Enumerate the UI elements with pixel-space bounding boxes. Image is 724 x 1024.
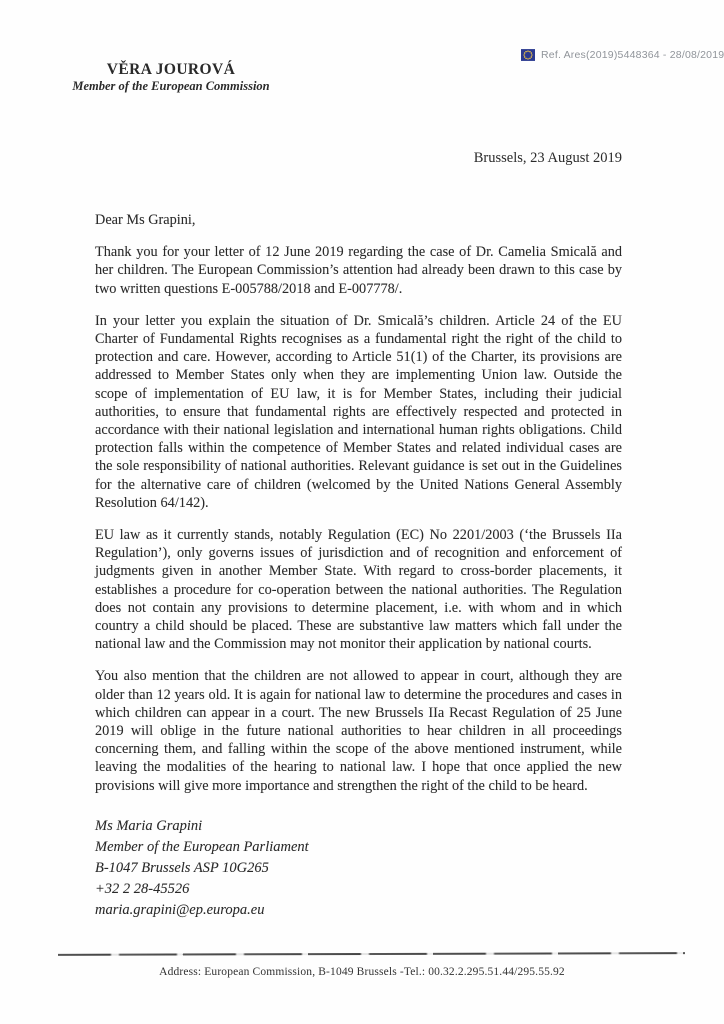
- recipient-name: Ms Maria Grapini: [95, 817, 203, 834]
- recipient-title: Member of the European Parliament: [95, 838, 309, 855]
- sender-title: Member of the European Commission: [72, 78, 270, 93]
- paragraph-4: You also mention that the children are not allowed to appear in court, although they are older than 12 years old. It is again for national law to determine the procedures and cases in which children can appear in a court. The new Brussels IIa Recast Regulation of 25 June 2019 will oblige in the future national authorities to hear children in all proceedings concerning them, and falling within the scope of the above mentioned instrument, while leaving the modalities of the hearing to national law. I hope that once applied the new provisions will give more importance and strengthen the right of the child to be heard.: [95, 668, 622, 794]
- footer-address: Address: European Commission, B-1049 Brussels -Tel.: 00.32.2.295.51.44/295.55.92: [159, 966, 565, 978]
- eu-flag-icon: [521, 49, 535, 61]
- dateline: Brussels, 23 August 2019: [473, 150, 622, 166]
- letter-body: [95, 211, 622, 921]
- salutation: Dear Ms Grapini,: [95, 212, 196, 228]
- recipient-address-block: [95, 816, 622, 921]
- recipient-phone: +32 2 28-45526: [95, 880, 190, 897]
- paragraph-3: EU law as it currently stands, notably Regulation (EC) No 2201/2003 (‘the Brussels IIa Regulation’), only governs issues of jurisdiction and of recognition and enforcement of judgments given in another Member State. With regard to cross-border placements, it establishes a procedure for co-operation between the national authorities. The Regulation does not contain any provisions to determine placement, i.e. with whom and in which country a child should be placed. These are substantive law matters which fall under the national law and the Commission may not monitor their application by national courts.: [95, 527, 622, 653]
- ares-ref-text: Ref. Ares(2019)5448364 - 28/08/2019: [541, 49, 724, 61]
- footer-divider: [58, 952, 685, 956]
- recipient-email: maria.grapini@ep.europa.eu: [95, 901, 265, 918]
- recipient-address: B-1047 Brussels ASP 10G265: [95, 859, 269, 876]
- paragraph-1: Thank you for your letter of 12 June 2019 regarding the case of Dr. Camelia Smicală and her children. The European Commission’s attention had already been drawn to this case by two written questions E-005788/2018 and E-007778/.: [95, 244, 622, 297]
- sender-letterhead: [66, 61, 276, 93]
- ares-registration-stamp: [521, 49, 724, 61]
- paragraph-2: In your letter you explain the situation of Dr. Smicală’s children. Article 24 of the EU Charter of Fundamental Rights recognises as a fundamental right the right of the child to protection and care. However, according to Article 51(1) of the Charter, its provisions are addressed to Member States only when they are implementing Union law. Outside the scope of implementation of EU law, it is for Member States, including their judicial authorities, to ensure that fundamental rights are effectively respected and protected in accordance with their national legislation and international human rights obligations. Child protection falls within the competence of Member States and related individual cases are the sole responsibility of national authorities. Relevant guidance is set out in the Guidelines for the alternative care of children (welcomed by the United Nations General Assembly Resolution 64/142).: [95, 312, 622, 511]
- sender-name: VĚRA JOUROVÁ: [106, 61, 236, 78]
